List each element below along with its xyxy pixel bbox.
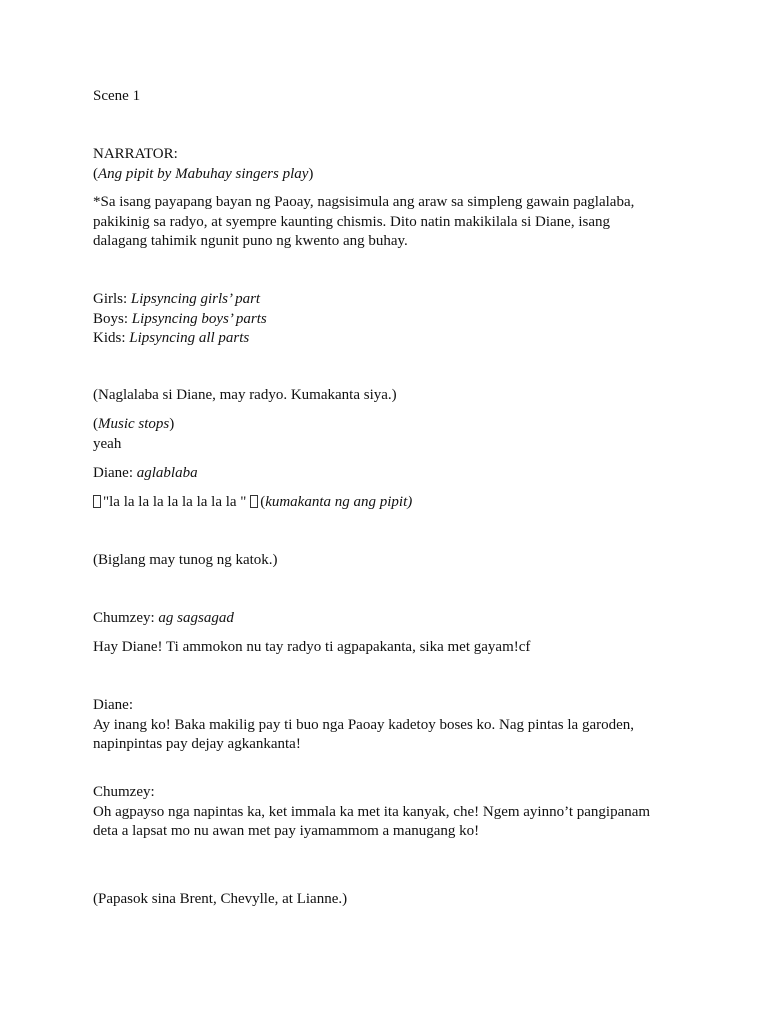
dialogue-line: Ay inang ko! Baka makilig pay ti buo nga Paoay kadetoy boses ko. Nag pintas la garoden,	[93, 716, 635, 733]
dialogue-line: deta a lapsat mo nu awan met pay iyamammom a manugang ko!	[93, 823, 480, 839]
dialogue-line: napinpintas pay dejay agkankanta!	[93, 736, 301, 752]
diane-dialogue	[93, 696, 693, 755]
missing-glyph-icon	[93, 495, 101, 508]
stage-direction-knock: (Biglang may tunog ng katok.)	[93, 552, 278, 568]
cast-item-boys: Boys: Lipsyncing boys’ parts	[93, 310, 267, 327]
diane-dialogue-speaker: Diane:	[93, 697, 133, 713]
chumzey-line-1: Hay Diane! Ti ammokon nu tay radyo ti agpapakanta, sika met gayam!cf	[93, 639, 531, 655]
song-direction-italic: kumakanta ng ang pipit)	[265, 494, 413, 510]
scene-heading-text: Scene 1	[93, 88, 141, 104]
cast-item-girls: Girls: Lipsyncing girls’ part	[93, 291, 261, 307]
chumzey-dialogue	[93, 783, 693, 842]
narration-line: dalagang tahimik ngunit puno ng kwento ang buhay.	[93, 233, 408, 249]
music-stops-direction: (Music stops)	[93, 416, 175, 432]
dialogue-line: Oh agpayso nga napintas ka, ket immala ka met ita kanyak, che! Ngem ayinno’t pangipanam	[93, 803, 651, 820]
missing-glyph-icon	[250, 495, 258, 508]
chumzey-dialogue-speaker: Chumzey:	[93, 784, 155, 800]
diane-action	[93, 464, 693, 484]
cast-list	[93, 290, 693, 349]
chumzey-action	[93, 609, 693, 629]
narrator-stage-direction-italic: Ang pipit by Mabuhay singers play	[98, 165, 309, 182]
stage-direction-laundry: (Naglalaba si Diane, may radyo. Kumakanta siya.)	[93, 387, 397, 403]
narrator-block	[93, 145, 693, 184]
diane-speaker: Diane:	[93, 465, 137, 481]
narration-paragraph	[93, 193, 693, 252]
chumzey-action-italic: ag sagsagad	[158, 610, 234, 626]
stage-direction-entrance: (Papasok sina Brent, Chevylle, at Lianne.)	[93, 891, 348, 907]
song-lyric: "la la la la la la la la la "	[103, 494, 251, 510]
cast-item-kids: Kids: Lipsyncing all parts	[93, 330, 250, 346]
diane-action-italic: aglablaba	[136, 465, 198, 481]
narration-line: pakikinig sa radyo, at syempre kaunting chismis. Dito natin makikilala si Diane, isang	[93, 213, 610, 230]
music-stops-after: yeah	[93, 435, 122, 452]
song-line: "la la la la la la la la la " (kumakanta ng ang pipit)	[93, 493, 693, 513]
narrator-stage-direction: (Ang pipit by Mabuhay singers play)	[93, 165, 314, 182]
scene-heading	[93, 87, 693, 107]
narration-line: *Sa isang payapang bayan ng Paoay, nagsisimula ang araw sa simpleng gawain paglalaba,	[93, 194, 635, 210]
chumzey-speaker: Chumzey:	[93, 610, 159, 626]
music-stops-block	[93, 415, 693, 454]
narrator-speaker: NARRATOR:	[93, 146, 178, 162]
